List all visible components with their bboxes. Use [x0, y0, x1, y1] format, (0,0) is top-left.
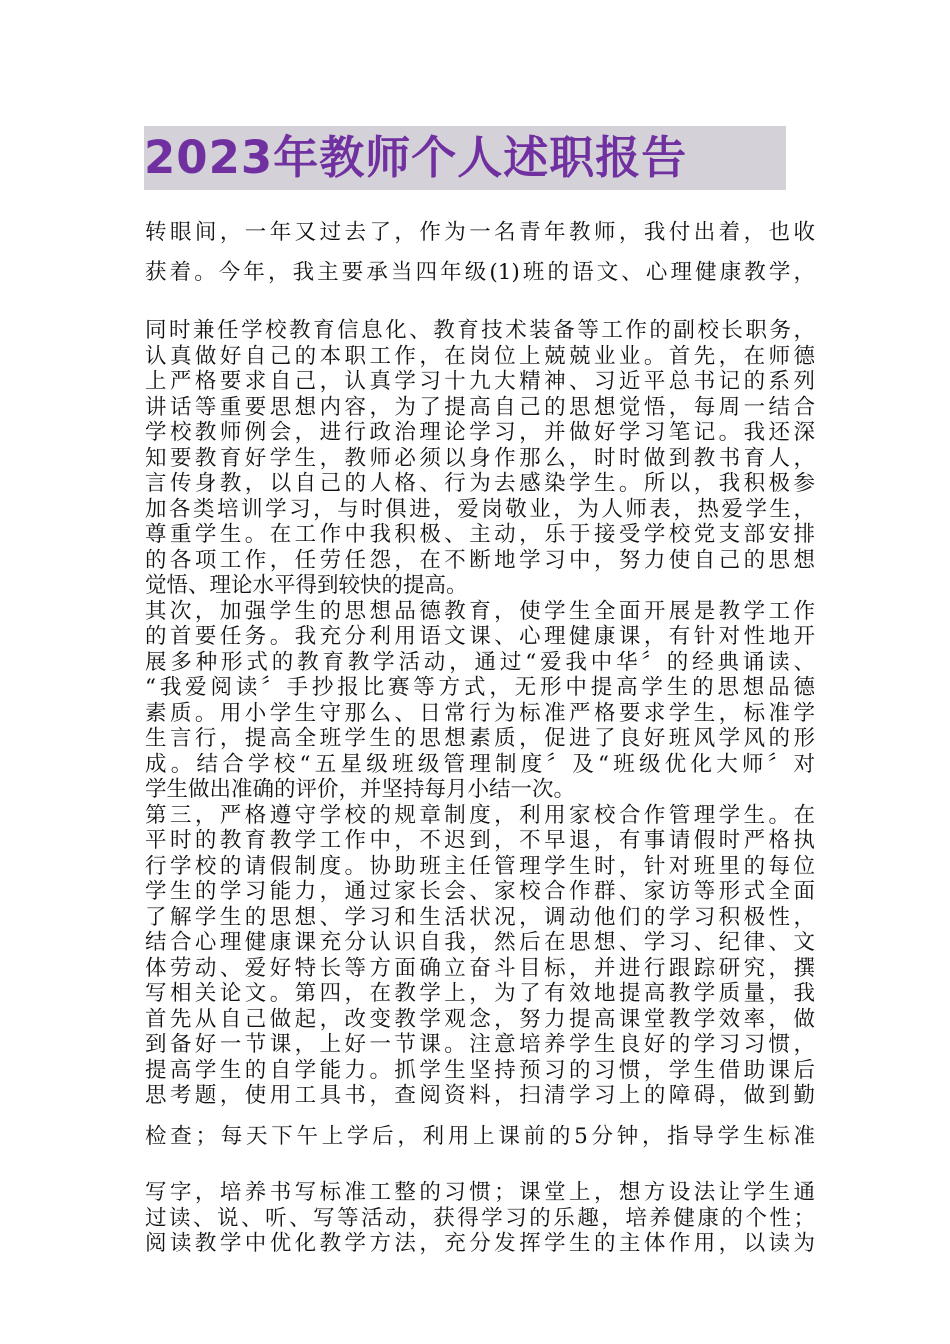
text-block-2	[145, 260, 815, 286]
text-line: 成。结合学校“五星级班级管理制度〞及“班级优化大师〞对	[145, 751, 815, 777]
text-line: 思考题，使用工具书，查阅资料，扫清学习上的障碍，做到勤	[145, 1083, 815, 1108]
text-line: 觉悟、理论水平得到较快的提高。	[145, 573, 468, 598]
text-line: 行学校的请假制度。协助班主任管理学生时，针对班里的每位	[145, 853, 815, 879]
text-line: 第三，严格遵守学校的规章制度，利用家校合作管理学生。在	[145, 802, 815, 828]
text-line: 提高学生的自学能力。抓学生坚持预习的习惯，学生借助课后	[145, 1057, 815, 1083]
text-line: 其次，加强学生的思想品德教育，使学生全面开展是教学工作	[145, 598, 815, 624]
text-line: 体劳动、爱好特长等方面确立奋斗目标，并进行跟踪研究，撰	[145, 955, 815, 981]
text-line: 平时的教育教学工作中，不迟到，不早退，有事请假时严格执	[145, 828, 815, 853]
text-block-3	[145, 318, 815, 1109]
text-line: 过读、说、听、写等活动，获得学习的乐趣，培养健康的个性；	[145, 1205, 815, 1231]
text-line: 获着。今年，我主要承当四年级(1)班的语文、心理健康教学，	[145, 260, 815, 285]
text-line: 学生做出准确的评价，并坚持每月小结一次。	[145, 777, 576, 802]
text-line: 阅读教学中优化教学方法，充分发挥学生的主体作用，以读为	[145, 1231, 815, 1256]
text-line: 的各项工作，任劳任怨，在不断地学习中，努力使自己的思想	[145, 547, 815, 573]
text-line: 认真做好自己的本职工作，在岗位上兢兢业业。首先，在师德	[145, 343, 815, 369]
text-line: 同时兼任学校教育信息化、教育技术装备等工作的副校长职务，	[145, 318, 815, 343]
text-line: 讲话等重要思想内容，为了提高自己的思想觉悟，每周一结合	[145, 394, 815, 420]
text-line: 学校教师例会，进行政治理论学习，并做好学习笔记。我还深	[145, 420, 815, 445]
text-line: 结合心理健康课充分认识自我，然后在思想、学习、纪律、文	[145, 930, 815, 955]
text-line: “我爱阅读〞手抄报比赛等方式，无形中提高学生的思想品德	[145, 675, 815, 700]
document-title: 2023年教师个人述职报告	[144, 126, 786, 190]
text-line: 写相关论文。第四，在教学上，为了有效地提高教学质量，我	[145, 981, 815, 1006]
text-line: 学生的学习能力，通过家长会、家校合作群、家访等形式全面	[145, 879, 815, 904]
text-line: 展多种形式的教育教学活动，通过“爱我中华〞的经典诵读、	[145, 649, 815, 675]
text-block-1	[145, 220, 815, 246]
text-line: 检查；每天下午上学后，利用上课前的5分钟，指导学生标准	[145, 1124, 815, 1149]
text-line: 知要教育好学生，教师必须以身作那么，时时做到教书育人，	[145, 445, 815, 471]
text-line: 转眼间，一年又过去了，作为一名青年教师，我付出着，也收	[145, 220, 815, 245]
text-line: 加各类培训学习，与时俱进，爱岗敬业，为人师表，热爱学生，	[145, 496, 815, 522]
text-line: 到备好一节课，上好一节课。注意培养学生良好的学习习惯，	[145, 1032, 815, 1057]
text-line: 言传身教，以自己的人格、行为去感染学生。所以，我积极参	[145, 471, 815, 496]
text-line: 生言行，提高全班学生的思想素质，促进了良好班风学风的形	[145, 726, 815, 751]
text-line: 尊重学生。在工作中我积极、主动，乐于接受学校党支部安排	[145, 522, 815, 547]
text-block-5	[145, 1180, 815, 1257]
text-line: 写字，培养书写标准工整的习惯；课堂上，想方设法让学生通	[145, 1180, 815, 1205]
text-block-4	[145, 1124, 815, 1150]
text-line: 的首要任务。我充分利用语文课、心理健康课，有针对性地开	[145, 624, 815, 649]
text-line: 首先从自己做起，改变教学观念，努力提高课堂教学效率，做	[145, 1006, 815, 1032]
text-line: 素质。用小学生守那么、日常行为标准严格要求学生，标准学	[145, 700, 815, 726]
text-line: 了解学生的思想、学习和生活状况，调动他们的学习积极性，	[145, 904, 815, 930]
text-line: 上严格要求自己，认真学习十九大精神、习近平总书记的系列	[145, 369, 815, 394]
